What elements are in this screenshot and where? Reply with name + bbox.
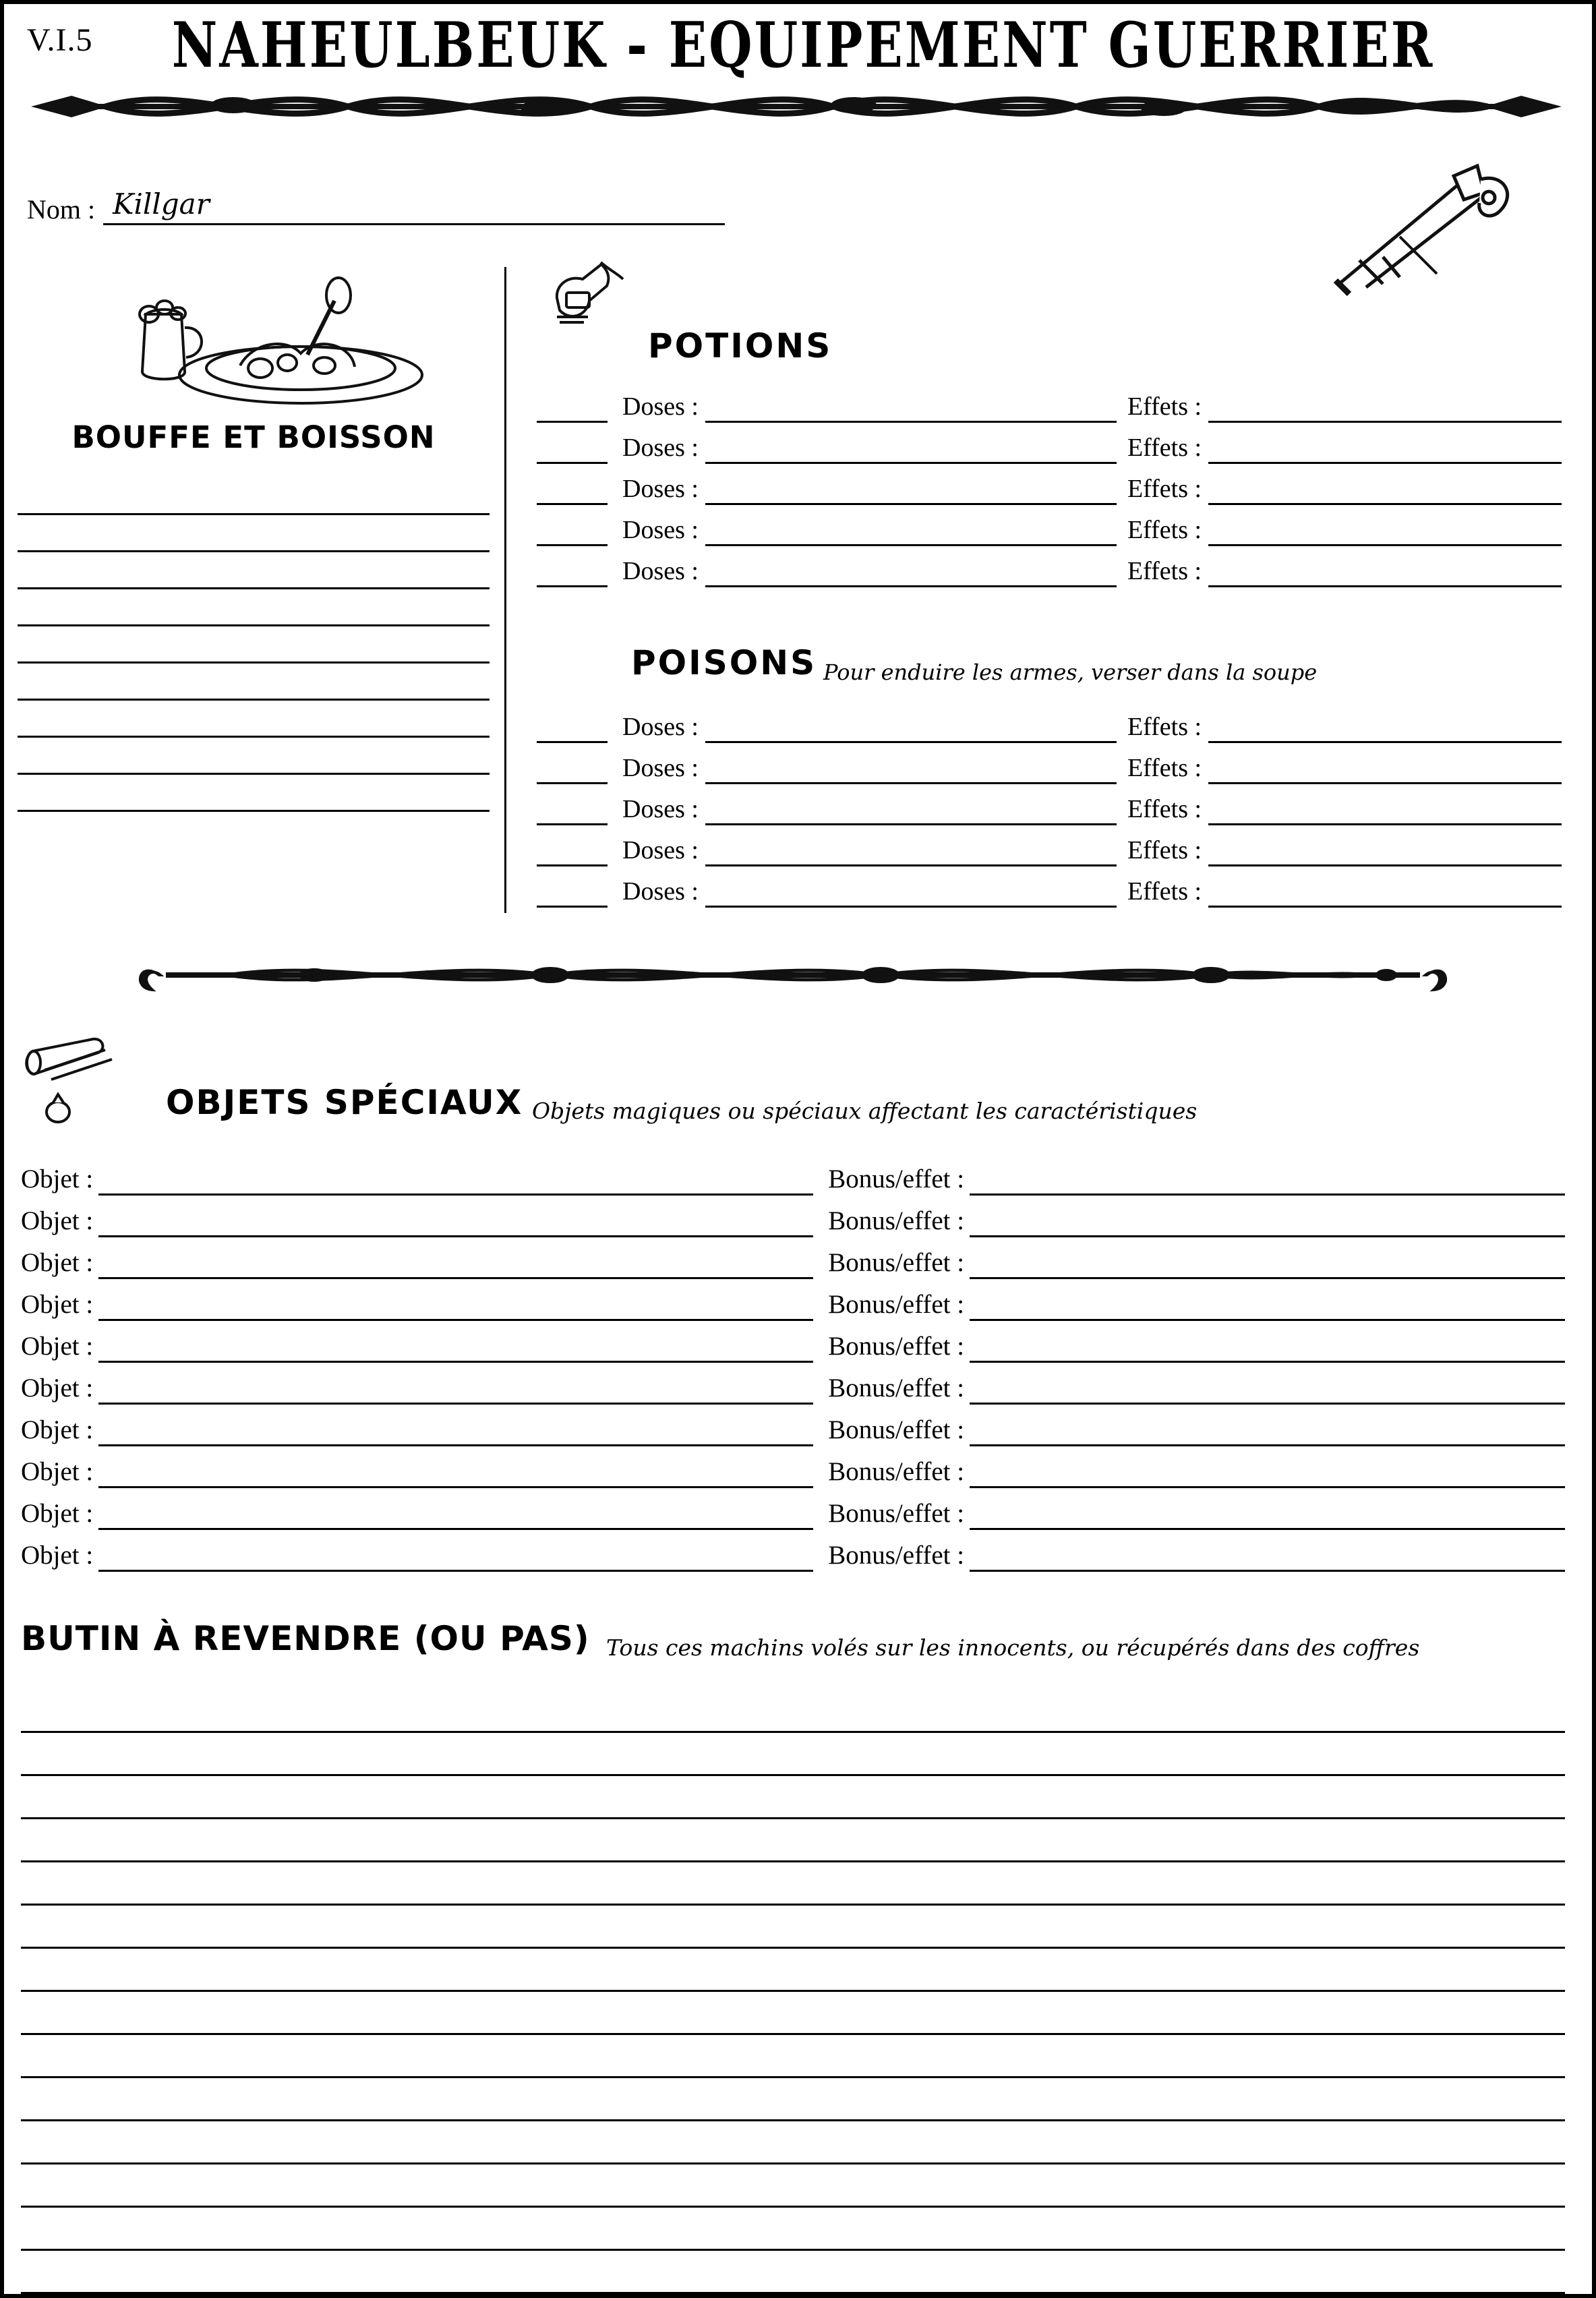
poison-effets-field[interactable] xyxy=(1208,836,1562,866)
effets-label: Effets : xyxy=(1127,754,1202,782)
objet-field[interactable] xyxy=(98,1291,813,1321)
objet-field[interactable] xyxy=(98,1374,813,1405)
poison-effets-field[interactable] xyxy=(1208,713,1562,743)
potion-bottle-icon xyxy=(537,259,651,347)
special-objects-rows xyxy=(21,1154,1565,1572)
potion-qty-field[interactable] xyxy=(537,434,608,464)
poisons-rows xyxy=(537,702,1562,908)
scroll-and-ring-icon xyxy=(18,1032,139,1133)
column-divider xyxy=(504,267,506,913)
version-label: V.I.5 xyxy=(27,22,93,58)
loot-line[interactable] xyxy=(21,2078,1565,2121)
loot-line[interactable] xyxy=(21,2121,1565,2164)
loot-line[interactable] xyxy=(21,1776,1565,1819)
bonus-label: Bonus/effet : xyxy=(828,1457,965,1486)
effets-label: Effets : xyxy=(1127,713,1202,741)
effets-label: Effets : xyxy=(1127,392,1202,421)
potion-doses-field[interactable] xyxy=(705,516,1117,546)
poison-effets-field[interactable] xyxy=(1208,877,1562,908)
tankard-and-plate-icon xyxy=(18,274,490,415)
staff-divider-icon xyxy=(119,948,1467,1002)
name-input[interactable]: Killgar xyxy=(103,187,725,225)
food-section xyxy=(18,274,490,812)
potion-qty-field[interactable] xyxy=(537,392,608,423)
loot-line[interactable] xyxy=(21,2208,1565,2251)
loot-line[interactable] xyxy=(21,1992,1565,2035)
potion-row xyxy=(537,423,1562,464)
name-row xyxy=(27,187,725,225)
poison-qty-field[interactable] xyxy=(537,754,608,784)
special-object-row xyxy=(21,1405,1565,1446)
bonus-label: Bonus/effet : xyxy=(828,1206,965,1235)
poison-row xyxy=(537,743,1562,784)
bonus-field[interactable] xyxy=(970,1165,1565,1196)
objet-label: Objet : xyxy=(21,1457,94,1486)
objet-field[interactable] xyxy=(98,1207,813,1237)
special-object-row xyxy=(21,1237,1565,1279)
doses-label: Doses : xyxy=(622,557,699,585)
objet-label: Objet : xyxy=(21,1290,94,1319)
doses-label: Doses : xyxy=(622,713,699,741)
special-object-row xyxy=(21,1530,1565,1572)
bonus-label: Bonus/effet : xyxy=(828,1290,965,1319)
poison-doses-field[interactable] xyxy=(705,877,1117,908)
doses-label: Doses : xyxy=(622,475,699,503)
potions-heading: POTIONS xyxy=(648,326,833,365)
poison-row xyxy=(537,825,1562,866)
special-object-row xyxy=(21,1154,1565,1196)
food-line[interactable] xyxy=(18,552,490,589)
poison-qty-field[interactable] xyxy=(537,877,608,908)
loot-heading: BUTIN À REVENDRE (OU PAS) xyxy=(21,1619,590,1658)
special-object-row xyxy=(21,1196,1565,1237)
doses-label: Doses : xyxy=(622,516,699,544)
objet-label: Objet : xyxy=(21,1415,94,1444)
poison-effets-field[interactable] xyxy=(1208,754,1562,784)
food-line[interactable] xyxy=(18,738,490,775)
bonus-label: Bonus/effet : xyxy=(828,1165,965,1194)
loot-line[interactable] xyxy=(21,2035,1565,2078)
bonus-label: Bonus/effet : xyxy=(828,1499,965,1528)
loot-line[interactable] xyxy=(21,1733,1565,1776)
potion-doses-field[interactable] xyxy=(705,392,1117,423)
objet-field[interactable] xyxy=(98,1541,813,1572)
loot-line[interactable] xyxy=(21,1862,1565,1906)
bonus-field[interactable] xyxy=(970,1332,1565,1363)
effets-label: Effets : xyxy=(1127,434,1202,462)
doses-label: Doses : xyxy=(622,434,699,462)
loot-line[interactable] xyxy=(21,1819,1565,1862)
bonus-field[interactable] xyxy=(970,1291,1565,1321)
objet-label: Objet : xyxy=(21,1499,94,1528)
special-object-row xyxy=(21,1488,1565,1530)
poison-qty-field[interactable] xyxy=(537,836,608,866)
objet-field[interactable] xyxy=(98,1165,813,1196)
effets-label: Effets : xyxy=(1127,557,1202,585)
doses-label: Doses : xyxy=(622,836,699,864)
spear-divider-icon xyxy=(31,78,1562,132)
poison-doses-field[interactable] xyxy=(705,754,1117,784)
objet-label: Objet : xyxy=(21,1541,94,1570)
bonus-label: Bonus/effet : xyxy=(828,1332,965,1361)
poison-row xyxy=(537,866,1562,908)
potion-doses-field[interactable] xyxy=(705,475,1117,505)
bonus-field[interactable] xyxy=(970,1374,1565,1405)
potion-effets-field[interactable] xyxy=(1208,516,1562,546)
name-label: Nom : xyxy=(27,194,96,225)
effets-label: Effets : xyxy=(1127,877,1202,906)
potion-effets-field[interactable] xyxy=(1208,557,1562,587)
bonus-label: Bonus/effet : xyxy=(828,1415,965,1444)
potion-row xyxy=(537,382,1562,423)
potion-qty-field[interactable] xyxy=(537,475,608,505)
potion-row xyxy=(537,546,1562,587)
loot-line[interactable] xyxy=(21,1949,1565,1992)
potion-qty-field[interactable] xyxy=(537,557,608,587)
poison-row xyxy=(537,784,1562,825)
potion-qty-field[interactable] xyxy=(537,516,608,546)
objet-label: Objet : xyxy=(21,1248,94,1277)
bonus-field[interactable] xyxy=(970,1249,1565,1279)
potion-effets-field[interactable] xyxy=(1208,392,1562,423)
poison-doses-field[interactable] xyxy=(705,836,1117,866)
potion-row xyxy=(537,505,1562,546)
potion-doses-field[interactable] xyxy=(705,557,1117,587)
objet-field[interactable] xyxy=(98,1332,813,1363)
food-line[interactable] xyxy=(18,589,490,626)
page-title: NAHEULBEUK - EQUIPEMENT GUERRIER xyxy=(171,9,1435,82)
food-lines xyxy=(18,478,490,812)
special-object-row xyxy=(21,1321,1565,1363)
bonus-field[interactable] xyxy=(970,1500,1565,1530)
objet-label: Objet : xyxy=(21,1206,94,1235)
poison-qty-field[interactable] xyxy=(537,795,608,825)
poison-qty-field[interactable] xyxy=(537,713,608,743)
doses-label: Doses : xyxy=(622,392,699,421)
special-objects-subtitle: Objets magiques ou spéciaux affectant les caractéristiques xyxy=(532,1098,1198,1124)
loot-line[interactable] xyxy=(21,2164,1565,2208)
doses-label: Doses : xyxy=(622,795,699,823)
doses-label: Doses : xyxy=(622,877,699,906)
bonus-field[interactable] xyxy=(970,1207,1565,1237)
objet-field[interactable] xyxy=(98,1458,813,1488)
loot-lines xyxy=(21,1690,1565,2294)
special-object-row xyxy=(21,1363,1565,1405)
effets-label: Effets : xyxy=(1127,475,1202,503)
objet-label: Objet : xyxy=(21,1374,94,1403)
poisons-heading: POISONS xyxy=(631,643,817,682)
potion-effets-field[interactable] xyxy=(1208,434,1562,464)
objet-field[interactable] xyxy=(98,1500,813,1530)
loot-line[interactable] xyxy=(21,1906,1565,1949)
effets-label: Effets : xyxy=(1127,836,1202,864)
potions-rows xyxy=(537,382,1562,587)
poison-doses-field[interactable] xyxy=(705,795,1117,825)
bonus-field[interactable] xyxy=(970,1416,1565,1446)
bonus-field[interactable] xyxy=(970,1458,1565,1488)
poison-row xyxy=(537,702,1562,743)
potion-effets-field[interactable] xyxy=(1208,475,1562,505)
bonus-field[interactable] xyxy=(970,1541,1565,1572)
food-line[interactable] xyxy=(18,701,490,738)
bonus-label: Bonus/effet : xyxy=(828,1374,965,1403)
potion-row xyxy=(537,464,1562,505)
effets-label: Effets : xyxy=(1127,516,1202,544)
poison-effets-field[interactable] xyxy=(1208,795,1562,825)
objet-field[interactable] xyxy=(98,1249,813,1279)
food-line[interactable] xyxy=(18,664,490,701)
food-heading: BOUFFE ET BOISSON xyxy=(71,419,436,455)
loot-line[interactable] xyxy=(21,1690,1565,1733)
poison-doses-field[interactable] xyxy=(705,713,1117,743)
crossed-sword-and-axe-icon xyxy=(1319,156,1521,304)
food-line[interactable] xyxy=(18,775,490,812)
food-line[interactable] xyxy=(18,515,490,552)
loot-line[interactable] xyxy=(21,2251,1565,2294)
bonus-label: Bonus/effet : xyxy=(828,1541,965,1570)
objet-label: Objet : xyxy=(21,1332,94,1361)
doses-label: Doses : xyxy=(622,754,699,782)
special-objects-heading: OBJETS SPÉCIAUX xyxy=(166,1083,523,1122)
bonus-label: Bonus/effet : xyxy=(828,1248,965,1277)
special-object-row xyxy=(21,1279,1565,1321)
potion-doses-field[interactable] xyxy=(705,434,1117,464)
loot-subtitle: Tous ces machins volés sur les innocents, ou récupérés dans des coffres xyxy=(606,1634,1420,1661)
objet-field[interactable] xyxy=(98,1416,813,1446)
food-line[interactable] xyxy=(18,478,490,515)
effets-label: Effets : xyxy=(1127,795,1202,823)
poisons-subtitle: Pour enduire les armes, verser dans la soupe xyxy=(823,659,1318,685)
special-object-row xyxy=(21,1446,1565,1488)
food-line[interactable] xyxy=(18,626,490,664)
objet-label: Objet : xyxy=(21,1165,94,1194)
